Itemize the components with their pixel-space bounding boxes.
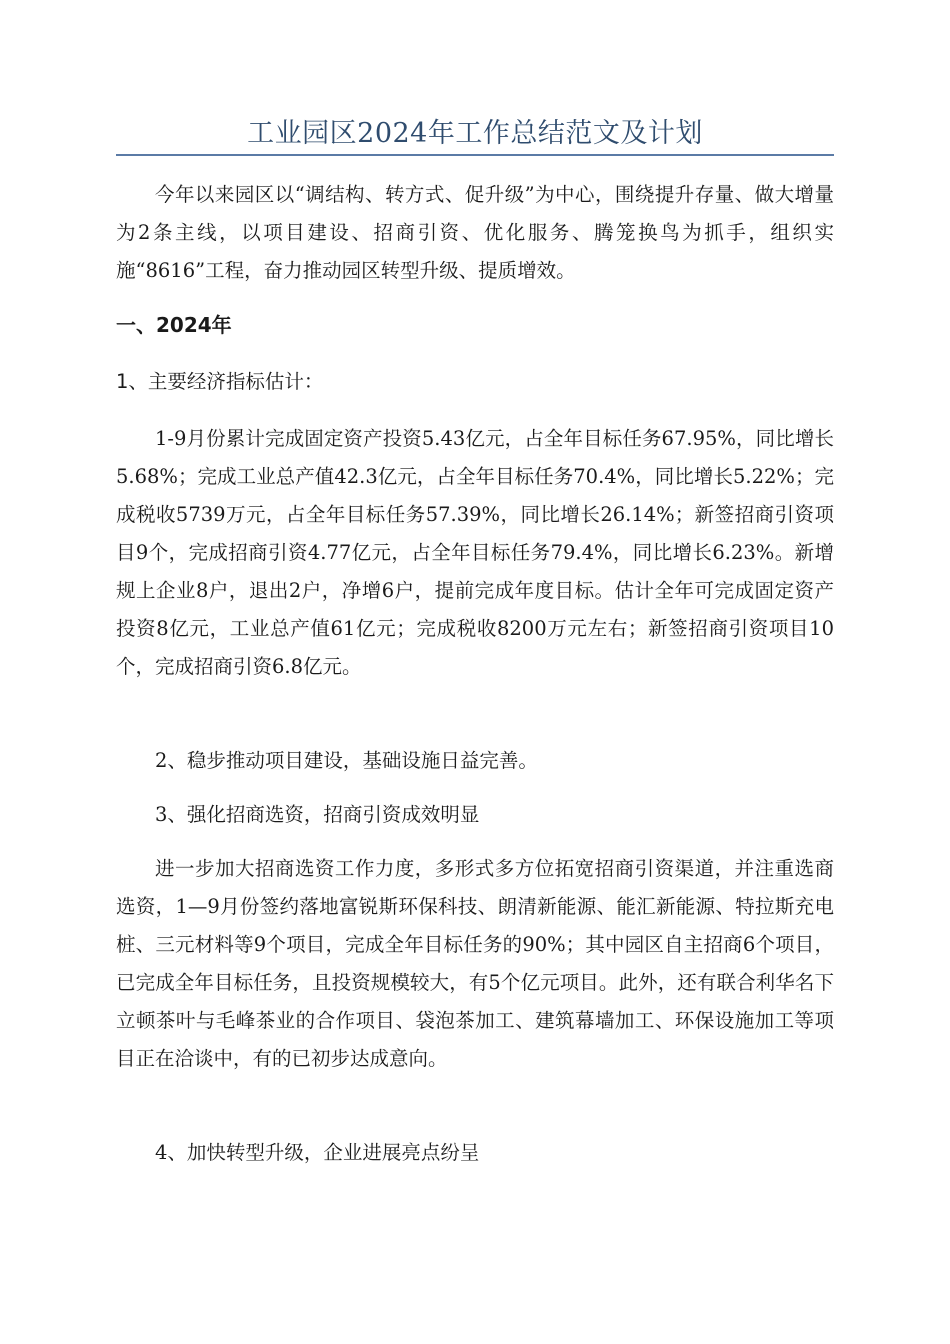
title-divider (116, 154, 834, 156)
subsection-heading-4: 4、加快转型升级，企业进展亮点纷呈 (155, 1141, 480, 1164)
document-title: 工业园区2024年工作总结范文及计划 (247, 118, 703, 149)
investment-paragraph: 进一步加大招商选资工作力度，多形式多方位拓宽招商引资渠道，并注重选商选资，1—9月份签约落地富锐斯环保科技、朗清新能源、能汇新能源、特拉斯充电桩、三元材料等9个项目，完成全年目标任务的90%；其中园区自主招商6个项目，已完成全年目标任务，且投资规模较大，有5个亿元项目。此外，还有联合利华名下立顿茶叶与毛峰茶业的合作项目、袋泡茶加工、建筑幕墙加工、环保设施加工等项目正在洽谈中，有的已初步达成意向。 (116, 857, 834, 1070)
subsection-heading-1: 1、主要经济指标估计： (116, 370, 324, 393)
section-heading: 一、2024年 (116, 313, 232, 337)
subsection-heading-3: 3、强化招商选资，招商引资成效明显 (155, 803, 480, 826)
subsection-heading-2: 2、稳步推动项目建设，基础设施日益完善。 (155, 749, 538, 772)
intro-paragraph: 今年以来园区以“调结构、转方式、促升级”为中心，围绕提升存量、做大增量为2条主线，以项目建设、招商引资、优化服务、腾笼换鸟为抓手，组织实施“8616”工程，奋力推动园区转型升级、提质增效。 (116, 183, 834, 282)
economic-indicators-paragraph: 1-9月份累计完成固定资产投资5.43亿元，占全年目标任务67.95%，同比增长5.68%；完成工业总产值42.3亿元，占全年目标任务70.4%，同比增长5.22%；完成税收5739万元，占全年目标任务57.39%，同比增长26.14%；新签招商引资项目9个，完成招商引资4.77亿元，占全年目标任务79.4%，同比增长6.23%。新增规上企业8户，退出2户，净增6户，提前完成年度目标。估计全年可完成固定资产投资8亿元，工业总产值61亿元；完成税收8200万元左右；新签招商引资项目10个，完成招商引资6.8亿元。 (116, 427, 834, 678)
